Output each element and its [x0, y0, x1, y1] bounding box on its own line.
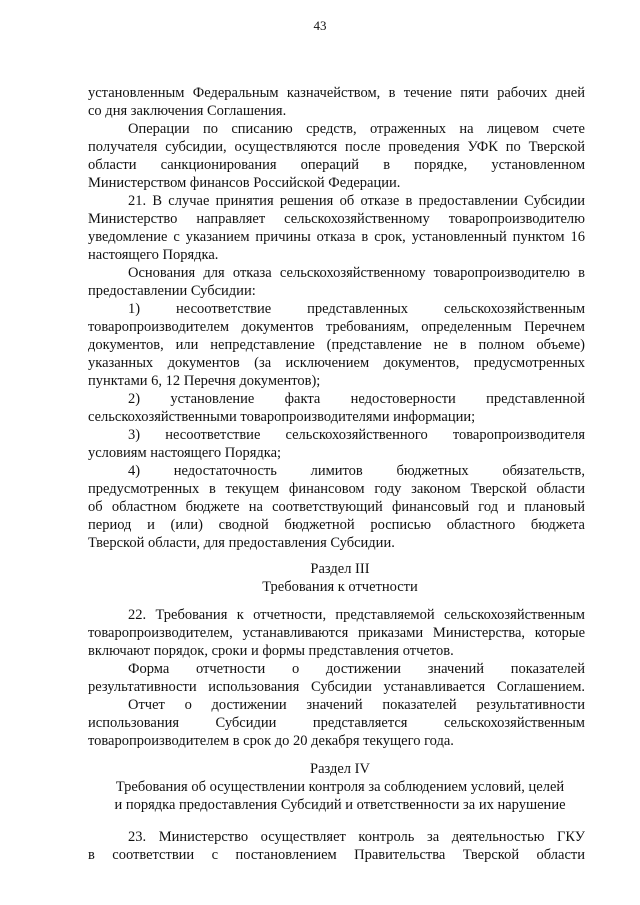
text-line: условиям настоящего Порядка;: [88, 445, 282, 461]
text-line: Отчет о достижении значений показателей результативности: [128, 697, 585, 713]
text-line: товаропроизводителем, устанавливаются приказами Министерства, которые: [88, 625, 585, 641]
section-heading: Раздел IV: [310, 761, 370, 777]
text-line: включают порядок, сроки и формы представления отчетов.: [88, 643, 454, 659]
text-line: Министерство направляет сельскохозяйственному товаропроизводителю: [88, 211, 585, 227]
section-title: и порядка предоставления Субсидий и ответственности за их нарушение: [114, 797, 566, 813]
text-line: период и (или) сводной бюджетной росписью областного бюджета: [88, 517, 585, 533]
text-line: об областном бюджете на соответствующий финансовый год и плановый: [88, 499, 585, 515]
text-line: 23. Министерство осуществляет контроль за деятельностью ГКУ: [128, 829, 585, 845]
text-line: товаропроизводителем в срок до 20 декабря текущего года.: [88, 733, 454, 749]
text-line: указанных документов (за исключением документов, предусмотренных: [88, 355, 585, 371]
text-line: документов, или непредставление (представление не в полном объеме): [88, 337, 585, 353]
text-line: пунктами 6, 12 Перечня документов);: [88, 373, 321, 389]
text-line: предоставлении Субсидии:: [88, 283, 256, 299]
text-line: 3) несоответствие сельскохозяйственного товаропроизводителя: [128, 427, 585, 443]
text-line: Тверской области, для предоставления Субсидии.: [88, 535, 395, 551]
section-heading: Раздел III: [310, 561, 370, 577]
text-line: настоящего Порядка.: [88, 247, 219, 263]
text-line: со дня заключения Соглашения.: [88, 103, 287, 119]
text-line: 2) установление факта недостоверности представленной: [128, 391, 585, 407]
text-line: использования Субсидии представляется сельскохозяйственным: [88, 715, 585, 731]
section-title: Требования к отчетности: [262, 579, 418, 595]
text-line: области санкционирования операций в порядке, установленном: [88, 157, 585, 173]
text-line: 1) несоответствие представленных сельскохозяйственным: [128, 301, 585, 317]
text-line: 21. В случае принятия решения об отказе в предоставлении Субсидии: [128, 193, 585, 209]
text-line: уведомление с указанием причины отказа в срок, установленный пунктом 16: [88, 229, 585, 245]
text-line: получателя субсидии, осуществляются после проведения УФК по Тверской: [88, 139, 585, 155]
text-line: результативности использования Субсидии устанавливается Соглашением.: [88, 679, 585, 695]
text-line: сельскохозяйственными товаропроизводителями информации;: [88, 409, 476, 425]
text-line: товаропроизводителем документов требованиям, определенным Перечнем: [88, 319, 585, 335]
text-line: Министерством финансов Российской Федерации.: [88, 175, 401, 191]
text-line: Форма отчетности о достижении значений показателей: [128, 661, 585, 677]
section-title: Требования об осуществлении контроля за соблюдением условий, целей: [115, 779, 565, 795]
page-number: 43: [313, 18, 327, 33]
text-line: 22. Требования к отчетности, представляемой сельскохозяйственным: [128, 607, 585, 623]
text-line: предусмотренных в текущем финансовом году законом Тверской области: [88, 481, 585, 497]
text-line: Основания для отказа сельскохозяйственному товаропроизводителю в: [128, 265, 585, 281]
text-line: 4) недостаточность лимитов бюджетных обязательств,: [128, 463, 585, 479]
text-line: Операции по списанию средств, отраженных на лицевом счете: [128, 121, 585, 137]
text-line: в соответствии с постановлением Правительства Тверской области: [88, 847, 585, 863]
text-line: установленным Федеральным казначейством, в течение пяти рабочих дней: [88, 85, 585, 101]
